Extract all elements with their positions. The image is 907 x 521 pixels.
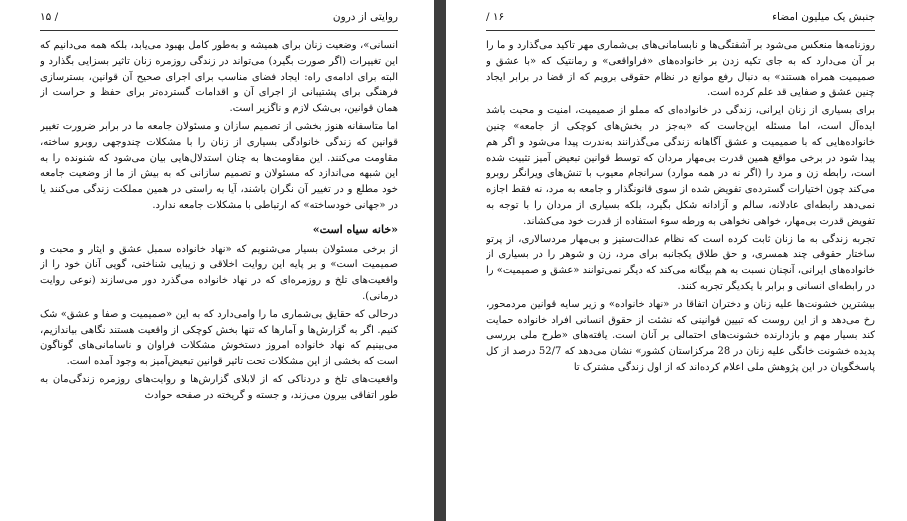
page-number: ۱۵ / [40,11,59,23]
paragraph: درحالی که حقایق بی‌شماری ما را وامی‌دارد که به این «صمیمیت و صفا و عشق» شک کنیم. اگر به گزارش‌ها و آمارها که تنها بخش کوچکی از واقعیت هستند نگاهی بیاندازیم، می‌بینیم که نهاد خانواده امروز دستخوش مشکلات فراوان و ناسامانی‌های گوناگون است که بخشی از این مشکلات تحت تاثیر قوانین تبعیض‌آمیز به وجود آمده است. [40,308,398,368]
paragraph: بیشترین خشونت‌ها علیه زنان و دختران اتفاقا در «نهاد خانواده» و زیر سایه قوانین مردمحور، رخ می‌دهد و از این روست که تبیین قوانینی که نشئت از حقوق انسانی افراد خانواده حمایت کند بسیار مهم و بازدارنده خشونت‌های احتمالی بر آنان است. یافته‌های «طرح ملی بررسی پدیده خشونت خانگی علیه زنان در 28 مرکزاستان کشور» نشان می‌دهد که 52/7 درصد از کل پاسخگویان در این پژوهش ملی اعلام کرده‌اند که از اول زندگی مشترک تا [486,298,875,373]
paragraph: از برخی مسئولان بسیار می‌شنویم که «نهاد خانواده سمبل عشق و ایثار و محبت و صمیمیت است» و بر پایه این روایت اخلاقی و زیبایی شناختی، گویی آنان خود را از واقعیت‌های تلخ و روزمره‌ای که در نهاد خانواده می‌گذرد دور می‌سازند (نوعی روایت درمانی). [40,243,398,302]
paragraph: انسانی»، وضعیت زنان برای همیشه و به‌طور کامل بهبود می‌یابد، بلکه همه می‌دانیم که این تغییرات (اگر صورت بگیرد) می‌تواند در زندگی روزمره زنان تاثیر بسزایی بگذارد و البته برای ادامه‌ی راه: ایجاد فضای مناسب برای اجرای صحیح آن قوانین، بسترسازی فرهنگی برای پشتیبانی از اجرای آن و اقدامات گسترده‌تر برای حفظ و حراست از همان قوانین، بی‌شک لازم و ناگزیر است. [40,40,398,115]
page-number: / ۱۶ [486,11,505,23]
book-spine-divider [434,0,446,521]
left-page [0,0,434,521]
page-body [486,38,875,515]
paragraph: تجربه زندگی به ما زنان ثابت کرده است که نظام عدالت‌ستیز و بی‌مهار مردسالاری، از پرتو ساختار حقوقی چند همسری، و حق طلاق یکجانبه برای مرد، زن و شوهر را در بسیاری از خانواده‌های ایرانی، آنچنان نسبت به هم بیگانه می‌کند که دیگر نمی‌توانند «عشق و صمیمیت» را در رابطه‌ای انسانی و برابر با یکدیگر تجربه کنند. [486,233,875,292]
page-header [40,11,398,29]
paragraph: برای بسیاری از زنان ایرانی، زندگی در خانواده‌ای که مملو از صمیمیت، امنیت و محبت باشد ایده‌آل است، اما مسئله این‌جاست که «به‌جز در بخش‌های کوچکی از جامعه» چنین خانواده‌هایی که با صمیمیت و عشق آگاهانه زندگی می‌گذرانند به‌ندرت پیدا می‌شود و اگر هم پیدا شود در برخی مواقع همین قدرت بی‌مهار مردان که توسط قوانین تبعیض آمیز تثبیت شده است، رابطه زن و مرد را (اگر نه در همه موارد) سرانجام معیوب با تنش‌های ویرانگر روبرو می‌کند چون اختیارات گسترده‌ی تفویض شده از سوی قانونگذار و جامعه به مرد، نه فقط اجازه نمی‌دهد رابطه‌ای عادلانه، سالم و آزادانه شکل بگیرد، بلکه بسیاری از مردان را با توجه به تفویض قدرت بی‌مهار، خواهی نخواهی به ورطه سوء استفاده از قدرت خود می‌کشاند. [486,105,875,227]
header-rule [486,30,875,31]
running-title: جنبش یک میلیون امضاء [772,11,875,23]
paragraph: اما متاسفانه هنوز بخشی از تصمیم سازان و مسئولان جامعه ما در برابر ضرورت تغییر قوانین که زندگی خانوادگی بسیاری از زنان را با مشکلات چندوجهی روبرو ساخته، مقاومت می‌کنند. این مقاومت‌ها به چنان استدلال‌هایی بیان می‌شود که شنونده را به این شبهه می‌اندازد که مسئولان و تصمیم سازانی که به بیش از ما از وضعیت جامعه خود مطلع و در تغییر آن نگران باشند، آیا به راستی در همین مملکت زندگی می‌کنند یا در «جهانی خودساخته» که ارتباطی با مشکلات جامعه ندارد. [40,120,398,211]
page-header [486,11,875,29]
paragraph: واقعیت‌های تلخ و دردناکی که از لابلای گزارش‌ها و روایت‌های روزمره زندگی‌مان به طور اتفاقی بیرون می‌زند، و جسته و گریخته در صفحه حوادث [40,373,398,401]
page-body [40,38,398,515]
section-heading: «خانه سیاه است» [312,222,398,236]
running-title: روایتی از درون [332,11,398,23]
header-rule [40,30,398,31]
paragraph: روزنامه‌ها منعکس می‌شود بر آشفتگی‌ها و نابسامانی‌های بی‌شماری مهر تاکید می‌گذارد و ما را بر آن می‌دارد که به جای تکیه زدن بر خانواده‌های «فراواقعی» و رمانتیک که «با عشق و صمیمیت همراه هستند» به دنبال رفع موانع در نظام حقوقی برویم که از قضا در برابر ایجاد چنین عشق و صفایی قد علم کرده است. [486,40,875,99]
right-page [446,0,907,521]
